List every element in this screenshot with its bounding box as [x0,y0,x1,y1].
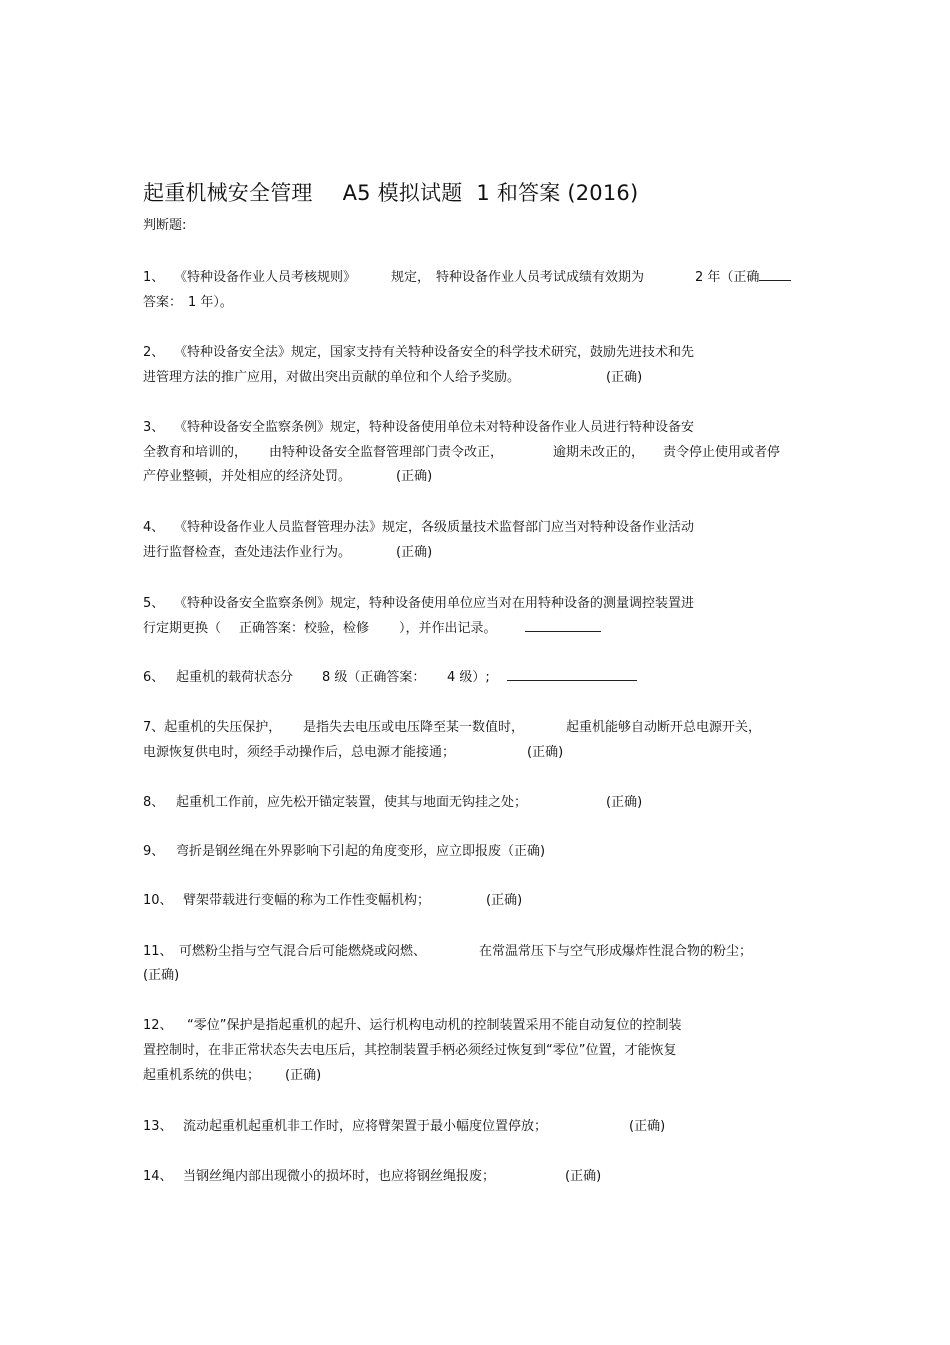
question-text: 《特种设备作业人员考核规则》 [174,270,357,285]
question-number: 10、 [143,893,173,908]
question-number: 6、 [143,670,165,685]
question-6-line-1 [143,668,637,688]
answer-mark: (正确) [527,745,564,760]
question-text: 行定期更换（ [143,621,222,636]
question-text: 4 级）; [447,670,490,685]
question-12-line-3 [143,1066,321,1086]
question-1-line-1 [143,268,791,288]
answer-blank [507,669,637,681]
question-text: 《特种设备安全监察条例》规定，特种设备使用单位应当对在用特种设备的测量调控装置进 [174,596,695,611]
question-text: 8 级（正确答案： [322,670,426,685]
question-text: 答案： [143,295,183,310]
question-10-line-1 [143,891,522,911]
question-1-line-2 [143,293,233,313]
answer-mark: (正确) [143,968,180,983]
question-2-line-2 [143,368,642,388]
question-number: 12、 [143,1018,173,1033]
answer-mark: (正确) [396,469,433,484]
question-text: 特种设备作业人员考试成绩有效期为 [436,270,645,285]
question-number: 14、 [143,1169,173,1184]
title-part-1: 起重机械安全管理 [143,181,313,205]
question-11-line-2 [143,966,179,986]
question-text: 产停业整顿，并处相应的经济处罚。 [143,469,352,484]
question-2-line-1 [143,343,694,363]
question-3-line-2 [143,443,780,463]
question-text: 电源恢复供电时，须经手动操作后，总电源才能接通； [143,745,456,760]
question-number: 13、 [143,1119,173,1134]
question-4-line-1 [143,518,694,538]
question-number: 1、 [143,270,165,285]
question-number: 11、 [143,944,173,959]
answer-mark: (正确) [606,795,643,810]
question-text: “零位”保护是指起重机的起升、运行机构电动机的控制装置采用不能自动复位的控制装 [187,1018,682,1033]
document-title [143,178,638,208]
answer-mark: (正确) [606,370,643,385]
question-text: 责令停止使用或者停 [663,445,781,460]
question-3-line-1 [143,418,694,438]
question-text: 可燃粉尘指与空气混合后可能燃烧或闷燃、 [179,944,427,959]
question-text: 规定， [391,270,431,285]
question-7-line-2 [143,743,563,763]
question-7-line-1 [143,718,761,738]
answer-blank [759,269,791,281]
question-text: 1 年）。 [188,295,233,310]
answer-blank [525,620,601,632]
question-text: 起重机工作前，应先松开锚定装置，使其与地面无钩挂之处； [176,795,528,810]
question-number: 3、 [143,420,165,435]
question-text: 《特种设备安全法》规定，国家支持有关特种设备安全的科学技术研究，鼓励先进技术和先 [174,345,695,360]
answer-mark: (正确) [396,545,433,560]
question-number: 9、 [143,844,165,859]
question-text: 7、起重机的失压保护， [143,720,282,735]
question-text: 全教育和培训的， [143,445,248,460]
question-3-line-3 [143,467,432,487]
question-number: 5、 [143,596,165,611]
question-text: 置控制时，在非正常状态失去电压后，其控制装置手柄必须经过恢复到“零位”位置，才能恢复 [143,1043,677,1058]
question-text: 进管理方法的推广应用，对做出突出贡献的单位和个人给予奖励。 [143,370,521,385]
question-12-line-1 [143,1016,681,1036]
question-text: 《特种设备作业人员监督管理办法》规定，各级质量技术监督部门应当对特种设备作业活动 [174,520,695,535]
question-text: 正确答案：校验，检修 [239,621,370,636]
title-part-2: A5 模拟试题 [342,181,463,205]
question-13-line-1 [143,1117,665,1137]
question-5-line-1 [143,594,694,614]
question-text: 由特种设备安全监督管理部门责令改正， [269,445,504,460]
question-text: 2 年（正确 [695,270,760,285]
answer-mark: (正确) [486,893,523,908]
question-text: 起重机能够自动断开总电源开关， [566,720,762,735]
question-number: 4、 [143,520,165,535]
question-text: 臂架带载进行变幅的称为工作性变幅机构； [183,893,431,908]
question-text: ），并作出记录。 [399,621,497,636]
question-text: 是指失去电压或电压降至某一数值时， [303,720,525,735]
section-heading: 判断题: [143,218,187,233]
question-text: 进行监督检查，查处违法作业行为。 [143,545,352,560]
question-5-line-2 [143,619,601,639]
question-text: 当钢丝绳内部出现微小的损坏时，也应将钢丝绳报废； [183,1169,496,1184]
question-text: 逾期未改正的， [553,445,645,460]
question-text: 弯折是钢丝绳在外界影响下引起的角度变形，应立即报废（正确) [176,844,546,859]
answer-mark: (正确) [629,1119,666,1134]
question-14-line-1 [143,1167,601,1187]
question-text: 流动起重机起重机非工作时，应将臂架置于最小幅度位置停放； [183,1119,548,1134]
question-text: 起重机的载荷状态分 [176,670,294,685]
question-text: 《特种设备安全监察条例》规定，特种设备使用单位未对特种设备作业人员进行特种设备安 [174,420,695,435]
question-11-line-1 [143,942,752,962]
answer-mark: (正确) [565,1169,602,1184]
question-8-line-1 [143,793,642,813]
question-text: 在常温常压下与空气形成爆炸性混合物的粉尘； [479,944,753,959]
answer-mark: (正确) [285,1068,322,1083]
question-12-line-2 [143,1041,676,1061]
question-number: 2、 [143,345,165,360]
question-text: 起重机系统的供电； [143,1068,261,1083]
question-number: 8、 [143,795,165,810]
question-9-line-1 [143,842,545,862]
title-part-3: 1 和答案 (2016) [476,181,639,205]
question-4-line-2 [143,543,432,563]
